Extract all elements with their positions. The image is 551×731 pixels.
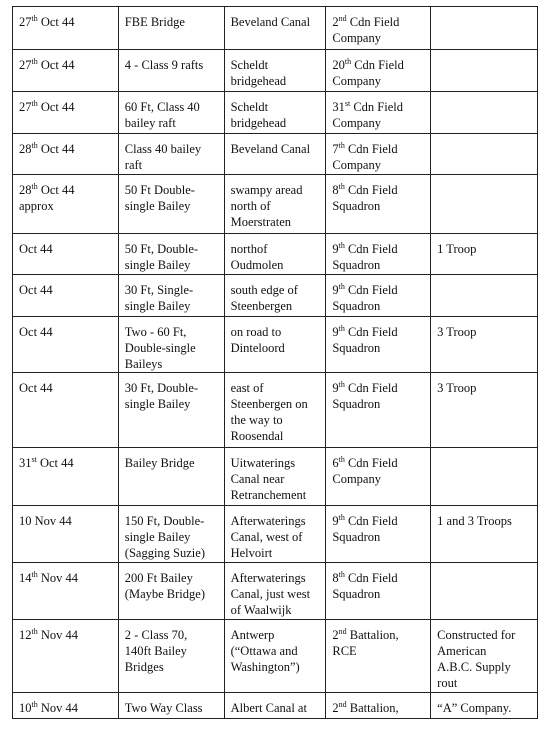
date-cell-text: Oct 44 xyxy=(19,325,53,339)
unit-cell xyxy=(326,693,431,719)
date-cell xyxy=(13,563,119,620)
location-cell xyxy=(224,317,326,373)
date-cell-text: 10th Nov 44 xyxy=(19,700,79,715)
bridge-cell xyxy=(118,134,224,175)
location-cell-text: swampy aread north of Moerstraten xyxy=(230,183,303,229)
note-cell xyxy=(431,563,538,620)
date-cell xyxy=(13,448,119,506)
unit-cell-text: 2nd Battalion, RCE xyxy=(332,627,399,658)
bridge-cell-text: Bailey Bridge xyxy=(124,456,195,470)
note-cell xyxy=(431,50,538,92)
note-cell xyxy=(431,448,538,506)
bridge-cell-text: 30 Ft, Double- single Bailey xyxy=(124,381,199,411)
date-cell xyxy=(13,7,119,50)
bridge-cell xyxy=(118,506,224,563)
note-cell xyxy=(431,7,538,50)
bridge-cell-text: 150 Ft, Double- single Bailey (Sagging Suzie) xyxy=(124,514,205,560)
note-cell-text: Constructed for American A.B.C. Supply rout xyxy=(437,628,516,690)
bridge-cell xyxy=(118,620,224,693)
date-cell-text: 10 Nov 44 xyxy=(19,514,72,528)
bridge-cell-text: 4 - Class 9 rafts xyxy=(124,58,204,72)
bridge-cell-text: FBE Bridge xyxy=(124,15,185,29)
table-row xyxy=(13,620,538,693)
table-row xyxy=(13,373,538,448)
bridge-cell-text: 50 Ft, Double- single Bailey xyxy=(124,242,199,272)
location-cell-text: south edge of Steenbergen xyxy=(230,283,298,313)
date-cell-text: Oct 44 xyxy=(19,381,53,395)
location-cell-text: Scheldt bridgehead xyxy=(230,100,287,130)
date-cell-text: 12th Nov 44 xyxy=(19,627,79,642)
unit-cell-text: 8th Cdn Field Squadron xyxy=(332,182,398,213)
location-cell-text: northof Oudmolen xyxy=(230,242,284,272)
location-cell-text: Uitwaterings Canal near Retranchement xyxy=(230,456,307,502)
note-cell xyxy=(431,134,538,175)
location-cell-text: Beveland Canal xyxy=(230,142,311,156)
table-row xyxy=(13,563,538,620)
table-row xyxy=(13,7,538,50)
bridge-cell xyxy=(118,7,224,50)
location-cell xyxy=(224,563,326,620)
location-cell xyxy=(224,92,326,134)
bridge-cell xyxy=(118,317,224,373)
location-cell xyxy=(224,50,326,92)
table-row xyxy=(13,275,538,317)
unit-cell-text: 8th Cdn Field Squadron xyxy=(332,570,398,601)
unit-cell xyxy=(326,620,431,693)
location-cell xyxy=(224,620,326,693)
unit-cell-text: 7th Cdn Field Company xyxy=(332,141,398,172)
unit-cell-text: 9th Cdn Field Squadron xyxy=(332,380,398,411)
note-cell xyxy=(431,275,538,317)
date-cell xyxy=(13,175,119,234)
bridge-cell xyxy=(118,448,224,506)
location-cell-text: Beveland Canal xyxy=(230,15,311,29)
date-cell-text: 27th Oct 44 xyxy=(19,99,75,114)
bridge-cell xyxy=(118,234,224,275)
unit-cell xyxy=(326,175,431,234)
date-cell xyxy=(13,373,119,448)
unit-cell xyxy=(326,506,431,563)
date-cell xyxy=(13,693,119,719)
location-cell xyxy=(224,7,326,50)
note-cell xyxy=(431,234,538,275)
unit-cell xyxy=(326,275,431,317)
date-cell xyxy=(13,275,119,317)
date-cell-text: Oct 44 xyxy=(19,283,53,297)
table-row xyxy=(13,448,538,506)
date-cell-text: 31st Oct 44 xyxy=(19,455,74,470)
unit-cell-text: 20th Cdn Field Company xyxy=(332,57,404,88)
date-cell-text: 28th Oct 44 xyxy=(19,141,75,156)
unit-cell-text: 2nd Cdn Field Company xyxy=(332,14,400,45)
bridge-cell-text: 50 Ft Double- single Bailey xyxy=(124,183,195,213)
unit-cell xyxy=(326,317,431,373)
bridge-cell-text: Two - 60 Ft, Double-single Baileys xyxy=(124,325,196,371)
table-body xyxy=(13,7,538,719)
note-cell xyxy=(431,92,538,134)
unit-cell-text: 9th Cdn Field Squadron xyxy=(332,324,398,355)
note-cell-text: 1 and 3 Troops xyxy=(437,514,512,528)
unit-cell-text: 31st Cdn Field Company xyxy=(332,99,403,130)
table-row xyxy=(13,234,538,275)
bridge-cell-text: 30 Ft, Single- single Bailey xyxy=(124,283,194,313)
location-cell xyxy=(224,373,326,448)
note-cell xyxy=(431,693,538,719)
date-cell-text: 27th Oct 44 xyxy=(19,57,75,72)
location-cell xyxy=(224,234,326,275)
unit-cell xyxy=(326,134,431,175)
note-cell-text: 3 Troop xyxy=(437,381,477,395)
unit-cell xyxy=(326,563,431,620)
note-cell xyxy=(431,620,538,693)
note-cell-text: 1 Troop xyxy=(437,242,477,256)
date-cell-text: Oct 44 xyxy=(19,242,53,256)
note-cell-text: “A” Company. xyxy=(437,701,512,715)
unit-cell xyxy=(326,92,431,134)
unit-cell-text: 2nd Battalion, xyxy=(332,700,399,715)
bridge-cell-text: Two Way Class xyxy=(124,701,203,715)
date-cell xyxy=(13,506,119,563)
bridge-cell xyxy=(118,92,224,134)
table-row xyxy=(13,506,538,563)
unit-cell xyxy=(326,234,431,275)
unit-cell xyxy=(326,448,431,506)
bridge-cell xyxy=(118,50,224,92)
note-cell-text: 3 Troop xyxy=(437,325,477,339)
table-row xyxy=(13,317,538,373)
note-cell xyxy=(431,506,538,563)
date-cell xyxy=(13,317,119,373)
bridge-cell xyxy=(118,175,224,234)
bridge-cell-text: 60 Ft, Class 40 bailey raft xyxy=(124,100,200,130)
date-cell xyxy=(13,92,119,134)
bridge-cell-text: 2 - Class 70, 140ft Bailey Bridges xyxy=(124,628,188,674)
unit-cell-text: 6th Cdn Field Company xyxy=(332,455,398,486)
table-row xyxy=(13,50,538,92)
table-row xyxy=(13,175,538,234)
location-cell-text: Antwerp (“Ottawa and Washington”) xyxy=(230,628,300,674)
table-row xyxy=(13,693,538,719)
bridge-cell xyxy=(118,373,224,448)
location-cell xyxy=(224,448,326,506)
date-cell xyxy=(13,620,119,693)
date-cell xyxy=(13,234,119,275)
unit-cell xyxy=(326,50,431,92)
location-cell-text: east of Steenbergen on the way to Roosendal xyxy=(230,381,308,443)
unit-cell xyxy=(326,373,431,448)
location-cell xyxy=(224,506,326,563)
bridge-table xyxy=(12,6,538,719)
location-cell-text: Scheldt bridgehead xyxy=(230,58,287,88)
location-cell-text: Afterwaterings Canal, west of Helvoirt xyxy=(230,514,306,560)
location-cell xyxy=(224,275,326,317)
unit-cell xyxy=(326,7,431,50)
date-cell-text: 28th Oct 44 approx xyxy=(19,182,75,213)
unit-cell-text: 9th Cdn Field Squadron xyxy=(332,282,398,313)
location-cell xyxy=(224,175,326,234)
location-cell-text: on road to Dinteloord xyxy=(230,325,285,355)
unit-cell-text: 9th Cdn Field Squadron xyxy=(332,513,398,544)
table-row xyxy=(13,92,538,134)
note-cell xyxy=(431,373,538,448)
bridge-cell xyxy=(118,275,224,317)
date-cell xyxy=(13,50,119,92)
date-cell xyxy=(13,134,119,175)
location-cell-text: Afterwaterings Canal, just west of Waalwijk xyxy=(230,571,311,617)
bridge-cell-text: 200 Ft Bailey (Maybe Bridge) xyxy=(124,571,205,601)
bridge-cell xyxy=(118,563,224,620)
date-cell-text: 27th Oct 44 xyxy=(19,14,75,29)
bridge-cell xyxy=(118,693,224,719)
table-row xyxy=(13,134,538,175)
location-cell xyxy=(224,693,326,719)
note-cell xyxy=(431,317,538,373)
date-cell-text: 14th Nov 44 xyxy=(19,570,79,585)
unit-cell-text: 9th Cdn Field Squadron xyxy=(332,241,398,272)
location-cell-text: Albert Canal at xyxy=(230,701,307,715)
location-cell xyxy=(224,134,326,175)
bridge-cell-text: Class 40 bailey raft xyxy=(124,142,202,172)
note-cell xyxy=(431,175,538,234)
